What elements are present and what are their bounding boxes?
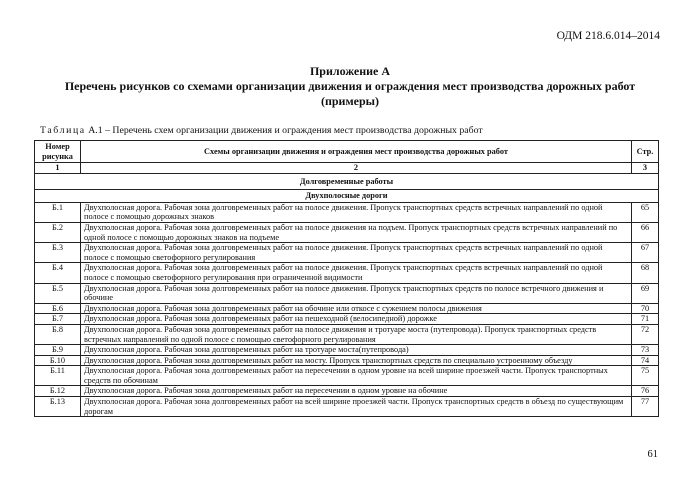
page-reference: 74 — [632, 355, 659, 366]
scheme-description: Двухполосная дорога. Рабочая зона долговременных работ на пешеходной (велосипедной) дорожке — [81, 314, 632, 325]
figure-number: Б.11 — [35, 366, 81, 386]
table-caption — [40, 125, 483, 136]
figure-number: Б.12 — [35, 386, 81, 397]
page-reference: 73 — [632, 345, 659, 356]
figures-table — [34, 140, 659, 417]
appendix-subtitle: Перечень рисунков со схемами организации движения и ограждения мест производства дорожных работ — [64, 79, 636, 93]
scheme-description: Двухполосная дорога. Рабочая зона долговременных работ на полосе движения и тротуаре моста (путепровода). Пропуск транспортных средств встречных направлений по одной полосе с помощью светофорного регулирования — [81, 324, 632, 344]
table-row — [35, 303, 659, 314]
subsection-title: Двухполосные дороги — [35, 190, 659, 203]
column-index: 3 — [632, 163, 659, 174]
column-header-schemes: Схемы организации движения и ограждения мест производства дорожных работ — [81, 141, 632, 163]
scheme-description: Двухполосная дорога. Рабочая зона долговременных работ на всей ширине проезжей части. Пропуск транспортных средств в объезд по существующим дорогам — [81, 397, 632, 417]
table-row — [35, 397, 659, 417]
scheme-description: Двухполосная дорога. Рабочая зона долговременных работ на тротуаре моста(путепровода) — [81, 345, 632, 356]
figure-number: Б.9 — [35, 345, 81, 356]
scheme-description: Двухполосная дорога. Рабочая зона долговременных работ на полосе движения на подъем. Пропуск транспортных средств встречных направлений по одной полосе с помощью дорожных знаков на подъеме — [81, 222, 632, 242]
page-reference: 71 — [632, 314, 659, 325]
section-row — [35, 173, 659, 190]
table-row — [35, 324, 659, 344]
figure-number: Б.7 — [35, 314, 81, 325]
scheme-description: Двухполосная дорога. Рабочая зона долговременных работ на полосе движения. Пропуск транспортных средств встречных направлений по одной полосе с помощью светофорного регулирования — [81, 243, 632, 263]
page-reference: 69 — [632, 283, 659, 303]
column-header-page: Стр. — [632, 141, 659, 163]
figure-number: Б.4 — [35, 263, 81, 283]
table-row — [35, 355, 659, 366]
page-reference: 65 — [632, 202, 659, 222]
appendix-heading — [0, 64, 700, 109]
page-reference: 77 — [632, 397, 659, 417]
figure-number: Б.1 — [35, 202, 81, 222]
page-number: 61 — [647, 449, 658, 460]
subsection-row — [35, 190, 659, 203]
table-row — [35, 263, 659, 283]
scheme-description: Двухполосная дорога. Рабочая зона долговременных работ на полосе движения. Пропуск транспортных средств по полосе встречного движения и обочине — [81, 283, 632, 303]
table-row — [35, 222, 659, 242]
scheme-description: Двухполосная дорога. Рабочая зона долговременных работ на мосту. Пропуск транспортных средств по специально устроенному объезду — [81, 355, 632, 366]
document-id: ОДМ 218.6.014–2014 — [556, 30, 660, 42]
scheme-description: Двухполосная дорога. Рабочая зона долговременных работ на обочине или откосе с сужением полосы движения — [81, 303, 632, 314]
page-reference: 70 — [632, 303, 659, 314]
figure-number: Б.13 — [35, 397, 81, 417]
page-reference: 76 — [632, 386, 659, 397]
column-index-row — [35, 163, 659, 174]
scheme-description: Двухполосная дорога. Рабочая зона долговременных работ на пересечении в одном уровне на всей ширине проезжей части. Пропуск транспортных средств по обочинам — [81, 366, 632, 386]
scheme-description: Двухполосная дорога. Рабочая зона долговременных работ на полосе движения. Пропуск транспортных средств встречных направлений по одной полосе с помощью дорожных знаков — [81, 202, 632, 222]
appendix-subtitle-examples: (примеры) — [320, 94, 380, 108]
section-title: Долговременные работы — [35, 173, 659, 190]
page-reference: 72 — [632, 324, 659, 344]
table-row — [35, 283, 659, 303]
page-reference: 75 — [632, 366, 659, 386]
table-caption-label: Таблица — [40, 125, 86, 136]
table-row — [35, 386, 659, 397]
page-reference: 67 — [632, 243, 659, 263]
figure-number: Б.3 — [35, 243, 81, 263]
scheme-description: Двухполосная дорога. Рабочая зона долговременных работ на пересечении в одном уровне на обочине — [81, 386, 632, 397]
table-row — [35, 202, 659, 222]
column-header-number: Номер рисунка — [35, 141, 81, 163]
appendix-title: Приложение А — [309, 64, 391, 78]
figure-number: Б.10 — [35, 355, 81, 366]
scheme-description: Двухполосная дорога. Рабочая зона долговременных работ на полосе движения. Пропуск транспортных средств встречных направлений по одной полосе с помощью светофорного регулирования при ограниченной видимости — [81, 263, 632, 283]
column-index: 2 — [81, 163, 632, 174]
table-row — [35, 314, 659, 325]
table-row — [35, 243, 659, 263]
figure-number: Б.2 — [35, 222, 81, 242]
page-reference: 68 — [632, 263, 659, 283]
column-index: 1 — [35, 163, 81, 174]
page-reference: 66 — [632, 222, 659, 242]
figure-number: Б.5 — [35, 283, 81, 303]
table-caption-text: А.1 – Перечень схем организации движения и ограждения мест производства дорожных работ — [85, 125, 483, 136]
figure-number: Б.6 — [35, 303, 81, 314]
table-row — [35, 345, 659, 356]
figure-number: Б.8 — [35, 324, 81, 344]
table-row — [35, 366, 659, 386]
